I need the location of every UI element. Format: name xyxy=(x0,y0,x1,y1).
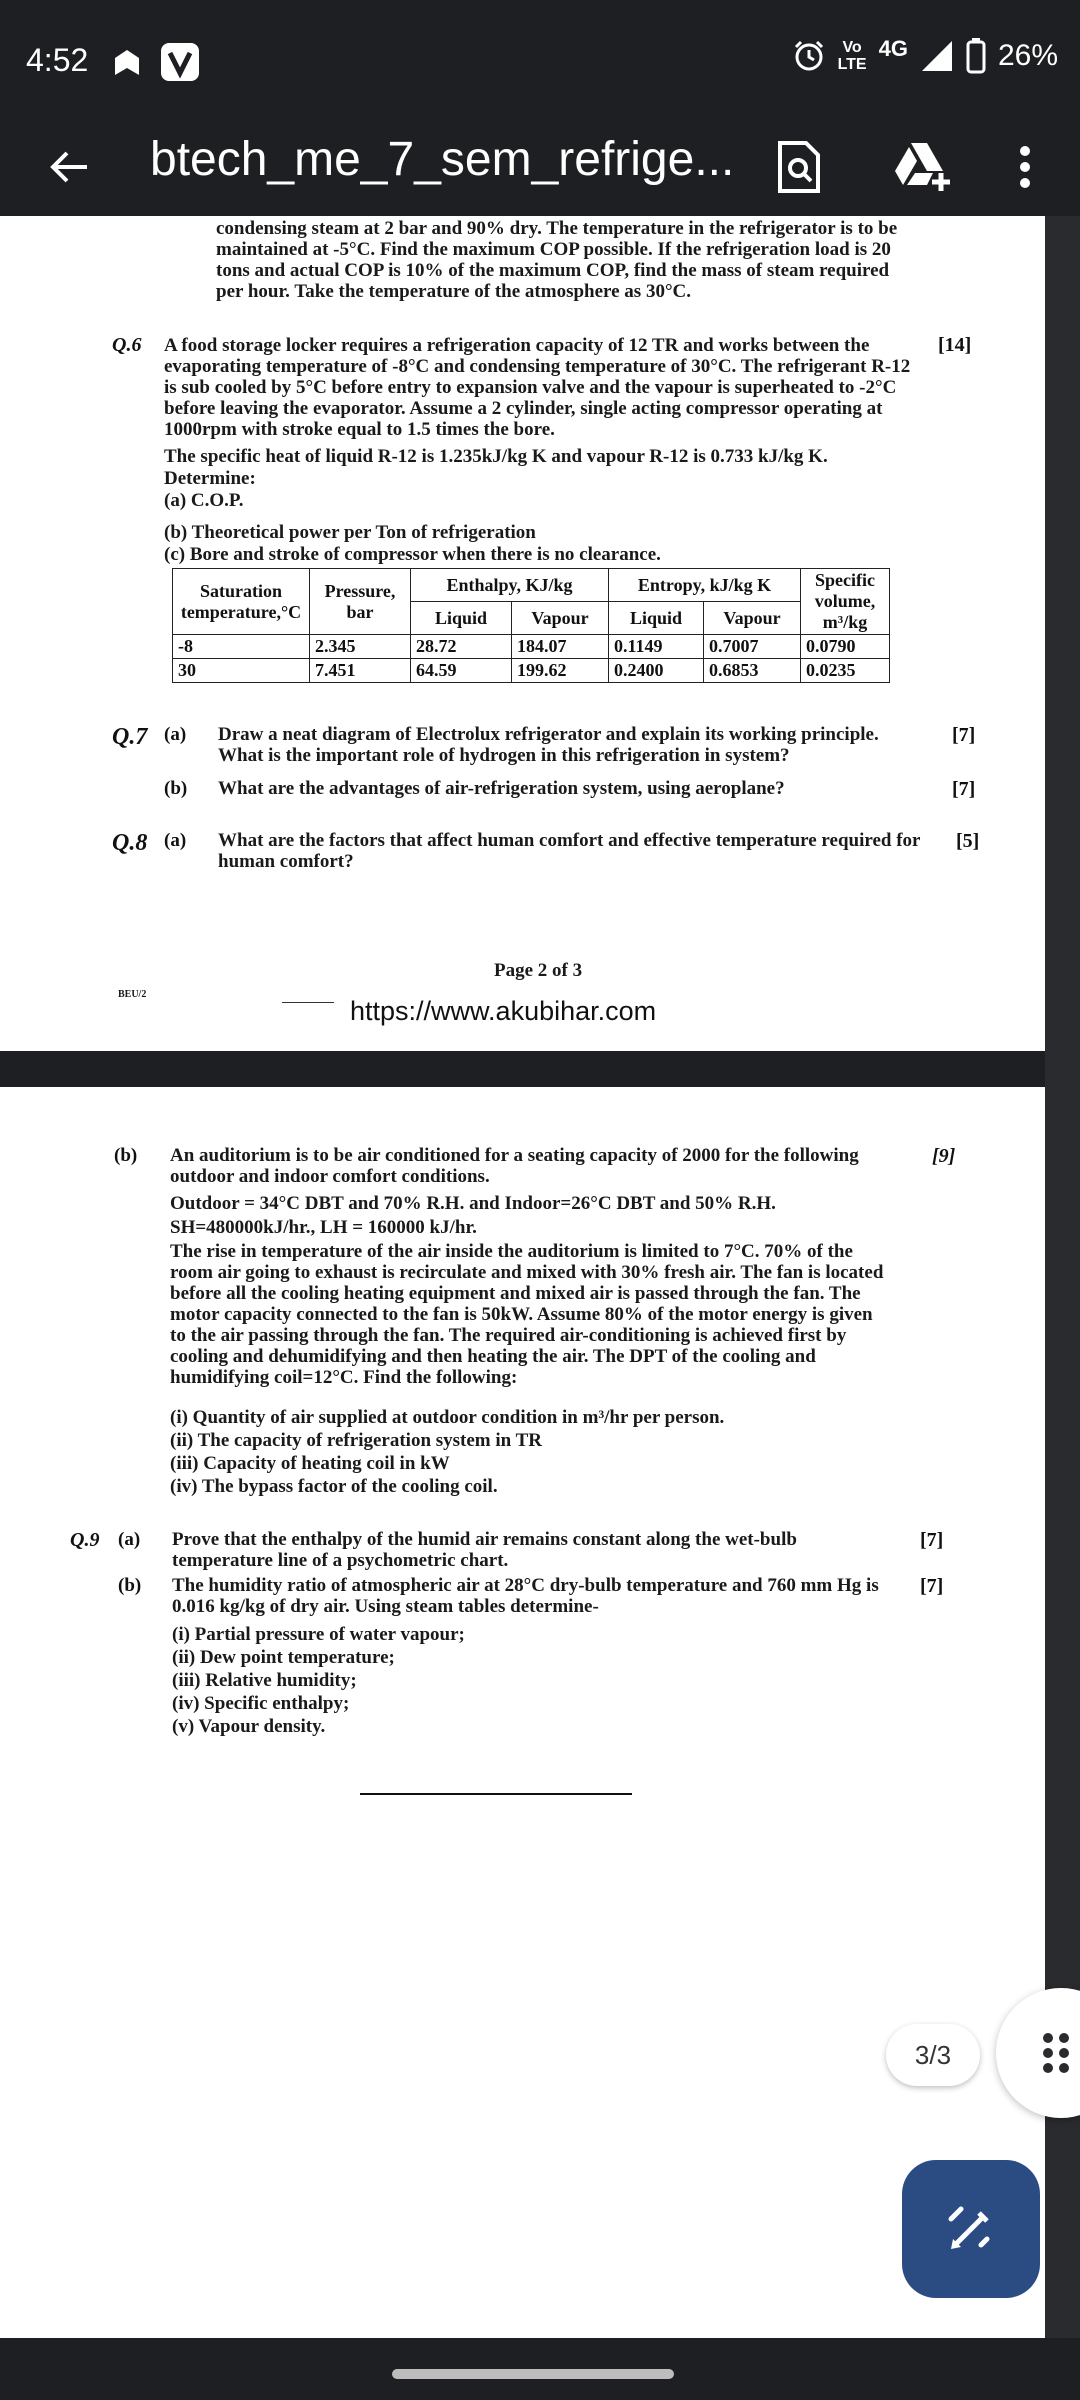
th-entropy-vapour: Vapour xyxy=(704,602,801,635)
q7a-marks: [7] xyxy=(952,724,976,746)
q9b-item-iii: (iii) Relative humidity; xyxy=(172,1670,357,1691)
footer-code: BEU/2 xyxy=(118,989,147,1000)
q9b-item-iv: (iv) Specific enthalpy; xyxy=(172,1693,350,1714)
cell-s-liquid: 0.2400 xyxy=(609,659,704,683)
q9b-label: (b) xyxy=(118,1575,142,1596)
table-row xyxy=(173,635,890,659)
q8b-item-iv: (iv) The bypass factor of the cooling coil. xyxy=(170,1476,498,1497)
q5-continuation: condensing steam at 2 bar and 90% dry. The temperature in the refrigerator is to be maintained at -5°C. Find the maximum COP possible. If the refrigeration load is 20 tons and actual COP is 10% of the maximum COP, find the mass of steam required per hour. Take the temperature of the atmosphere as 30°C. xyxy=(216,218,898,302)
back-button[interactable] xyxy=(34,132,104,202)
cell-temp: -8 xyxy=(173,635,310,659)
q6-part-c: (c) Bore and stroke of compressor when there is no clearance. xyxy=(164,544,661,565)
app-v-icon xyxy=(160,42,200,82)
q9b-item-v: (v) Vapour density. xyxy=(172,1716,326,1737)
th-specific-volume: Specific volume, m³/kg xyxy=(801,569,890,635)
q9a-marks: [7] xyxy=(920,1529,944,1551)
document-page-3 xyxy=(0,1087,1045,2400)
th-saturation: Saturation temperature,°C xyxy=(173,569,310,635)
q6-marks: [14] xyxy=(938,334,972,356)
q8a-label: (a) xyxy=(164,830,187,851)
edit-pen-icon xyxy=(941,2199,1001,2259)
q8b-conditions: Outdoor = 34°C DBT and 70% R.H. and Indoor=26°C DBT and 50% R.H. xyxy=(170,1193,776,1214)
network-type: 4G xyxy=(878,36,908,61)
cell-h-liquid: 28.72 xyxy=(411,635,512,659)
volte-indicator: Vo LTE xyxy=(837,39,867,73)
q8b-item-ii: (ii) The capacity of refrigeration system in TR xyxy=(170,1430,543,1451)
th-enthalpy-liquid: Liquid xyxy=(411,602,512,635)
back-arrow-icon xyxy=(47,145,91,189)
edit-fab-button[interactable] xyxy=(902,2160,1040,2298)
q9a-text: Prove that the enthalpy of the humid air remains constant along the wet-bulb temperature line of a psychometric chart. xyxy=(172,1529,797,1571)
q9b-item-ii: (ii) Dew point temperature; xyxy=(172,1647,395,1668)
table-row xyxy=(173,659,890,683)
app-bar xyxy=(0,118,1080,216)
status-bar xyxy=(0,0,1080,126)
more-options-button[interactable] xyxy=(990,132,1060,202)
drive-add-icon xyxy=(893,141,953,193)
gesture-nav-handle[interactable] xyxy=(392,2369,674,2379)
th-enthalpy: Enthalpy, KJ/kg xyxy=(411,569,609,602)
q9a-label: (a) xyxy=(118,1529,141,1550)
q6-specific-heat: The specific heat of liquid R-12 is 1.235kJ/kg K and vapour R-12 is 0.733 kJ/kg K. xyxy=(164,446,828,467)
signal-icon xyxy=(920,39,954,73)
q8b-item-iii: (iii) Capacity of heating coil in kW xyxy=(170,1453,450,1474)
cell-s-liquid: 0.1149 xyxy=(609,635,704,659)
document-search-icon xyxy=(774,140,824,194)
q7b-text: What are the advantages of air-refrigeration system, using aeroplane? xyxy=(218,778,785,799)
q7b-label: (b) xyxy=(164,778,188,799)
cell-pressure: 7.451 xyxy=(310,659,411,683)
q8b-description: The rise in temperature of the air inside the auditorium is limited to 7°C. 70% of the room air going to exhaust is recirculate and mixed with 30% fresh air. The fan is located before all the cooling heating equipment and mixed air is passed through the fan. The motor capacity connected to the fan is 50kW. Assume 80% of the motor energy is given to the air passing through the fan. The required air-conditioning is achieved first by cooling and dehumidifying and then heating the air. The DPT of the cooling and humidifying coil=12°C. Find the following: xyxy=(170,1241,884,1388)
cell-temp: 30 xyxy=(173,659,310,683)
cell-volume: 0.0235 xyxy=(801,659,890,683)
q9-label: Q.9 xyxy=(70,1529,100,1551)
status-time: 4:52 xyxy=(26,42,89,78)
th-pressure: Pressure, bar xyxy=(310,569,411,635)
battery-percent: 26% xyxy=(997,39,1058,72)
q8b-label: (b) xyxy=(114,1145,138,1166)
footer-rule xyxy=(282,1002,334,1003)
q6-determine: Determine: xyxy=(164,468,256,489)
q6-part-a: (a) C.O.P. xyxy=(164,490,244,511)
q8a-marks: [5] xyxy=(956,830,980,852)
cell-h-vapour: 199.62 xyxy=(512,659,609,683)
q6-label: Q.6 xyxy=(112,334,142,356)
cell-volume: 0.0790 xyxy=(801,635,890,659)
th-enthalpy-vapour: Vapour xyxy=(512,602,609,635)
page-counter: 3/3 xyxy=(886,2024,980,2086)
status-right-group xyxy=(792,38,1058,74)
q6-part-b: (b) Theoretical power per Ton of refrigeration xyxy=(164,522,536,543)
q8-label: Q.8 xyxy=(112,830,148,856)
q8b-marks: [9] xyxy=(932,1145,956,1167)
cell-s-vapour: 0.6853 xyxy=(704,659,801,683)
more-vert-icon xyxy=(1018,145,1032,189)
q8b-intro: An auditorium is to be air conditioned for a seating capacity of 2000 for the following outdoor and indoor comfort conditions. xyxy=(170,1145,859,1187)
end-rule xyxy=(360,1793,632,1795)
source-url[interactable]: https://www.akubihar.com xyxy=(350,996,657,1026)
q7-label: Q.7 xyxy=(112,724,148,750)
document-title: btech_me_7_sem_refrige... xyxy=(150,133,735,186)
q7a-label: (a) xyxy=(164,724,187,745)
q8a-text: What are the factors that affect human comfort and effective temperature required for human comfort? xyxy=(218,830,921,872)
q6-text: A food storage locker requires a refrigeration capacity of 12 TR and works between the evaporating temperature of -8°C and condensing temperature of 30°C. The refrigerant R-12 is sub cooled by 5°C before entry to expansion valve and the vapour is superheated to -2°C before leaving the evaporator. Assume a 2 cylinder, single acting compressor operating at 1000rpm with stroke equal to 1.5 times the bore. xyxy=(164,335,911,440)
r12-property-table xyxy=(172,568,890,683)
q8b-loads: SH=480000kJ/hr., LH = 160000 kJ/hr. xyxy=(170,1217,477,1238)
th-entropy-liquid: Liquid xyxy=(609,602,704,635)
add-to-drive-button[interactable] xyxy=(888,132,958,202)
q7a-text: Draw a neat diagram of Electrolux refrigerator and explain its working principle. What is the important role of hydrogen in this refrigeration in system? xyxy=(218,724,879,766)
cell-pressure: 2.345 xyxy=(310,635,411,659)
th-entropy: Entropy, kJ/kg K xyxy=(609,569,801,602)
cell-s-vapour: 0.7007 xyxy=(704,635,801,659)
cell-h-liquid: 64.59 xyxy=(411,659,512,683)
battery-icon xyxy=(966,38,986,74)
alarm-icon xyxy=(792,39,826,73)
q7b-marks: [7] xyxy=(952,778,976,800)
notification-bookmark-icon xyxy=(112,48,142,78)
drag-grid-icon xyxy=(1042,2032,1070,2074)
page-number: Page 2 of 3 xyxy=(494,960,583,981)
cell-h-vapour: 184.07 xyxy=(512,635,609,659)
q9b-marks: [7] xyxy=(920,1575,944,1597)
q9b-item-i: (i) Partial pressure of water vapour; xyxy=(172,1624,465,1645)
q8b-item-i: (i) Quantity of air supplied at outdoor condition in m³/hr per person. xyxy=(170,1407,725,1428)
document-page-2 xyxy=(0,216,1045,1051)
q9b-text: The humidity ratio of atmospheric air at 28°C dry-bulb temperature and 760 mm Hg is 0.016 kg/kg of dry air. Using steam tables determine- xyxy=(172,1575,879,1617)
search-in-document-button[interactable] xyxy=(764,132,834,202)
